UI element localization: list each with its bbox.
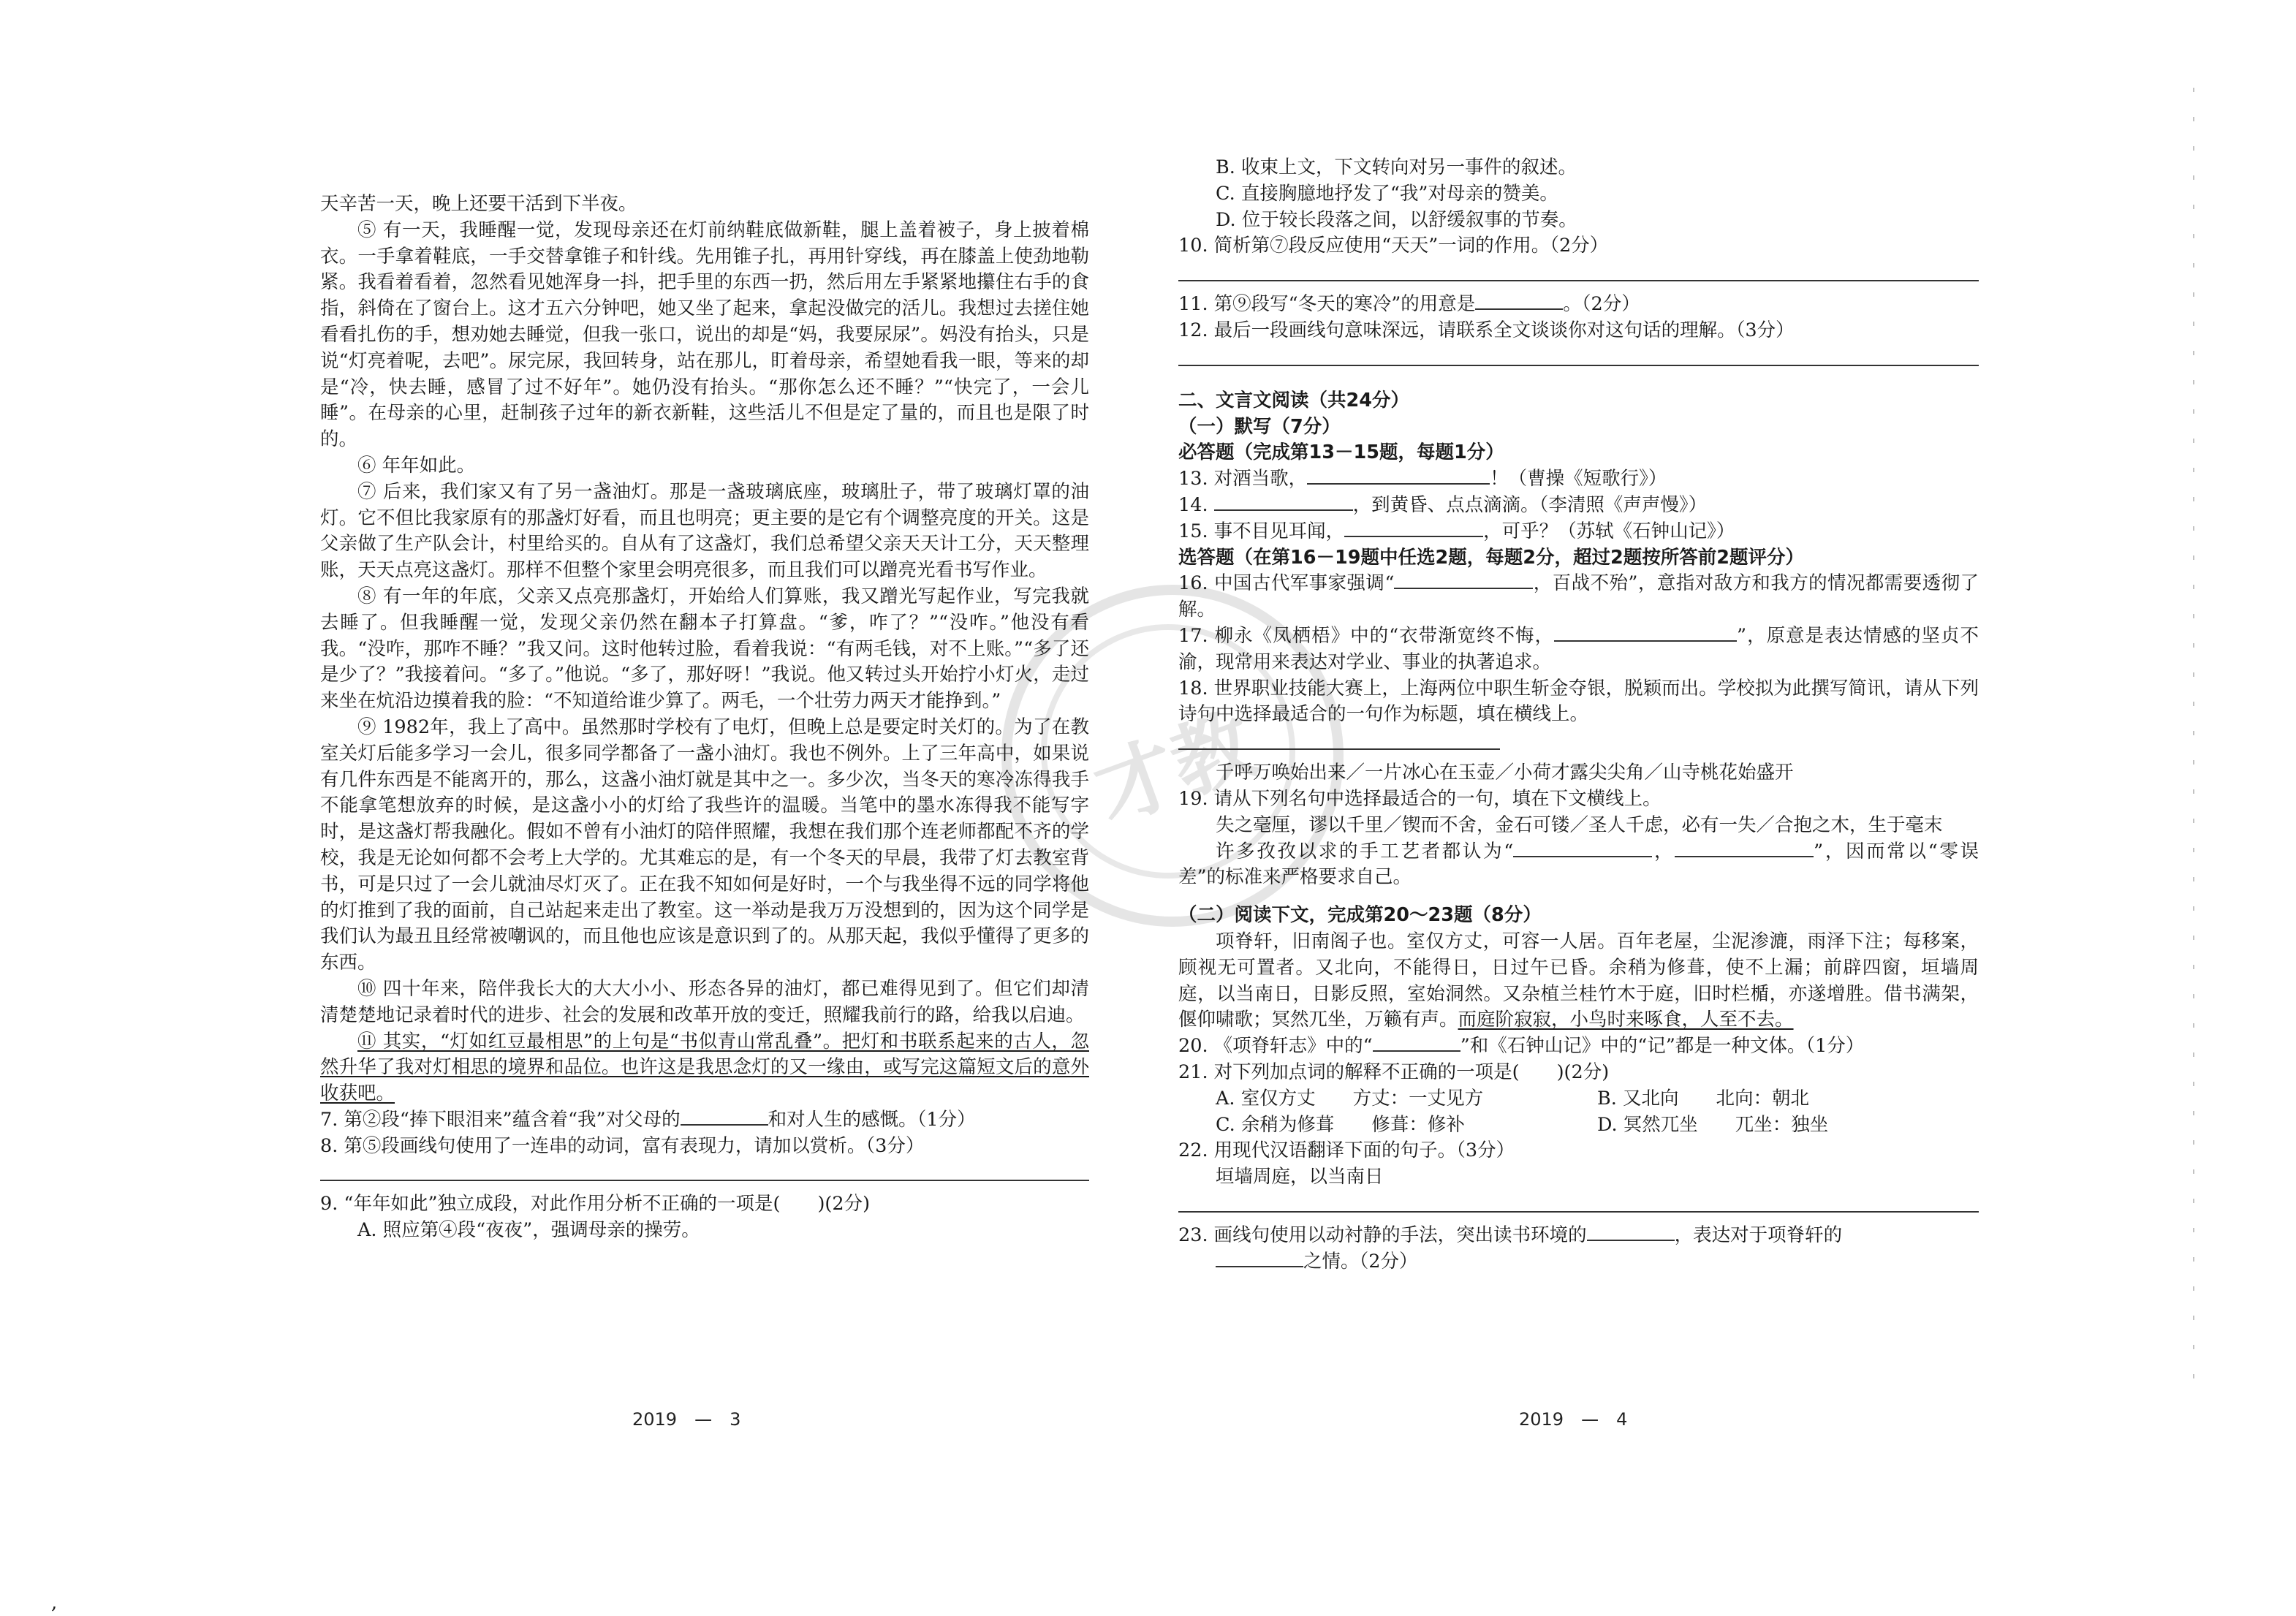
- paragraph-5: ⑤ 有一天，我睡醒一觉，发现母亲还在灯前纳鞋底做新鞋，腿上盖着被子，身上披着棉衣。一手拿着鞋底，一手交替拿锥子和针线。先用锥子扎，再用针穿线，再在膝盖上使劲地勒紧。我看着看着，忽然看见她浑身一抖，把手里的东西一扔，然后用左手紧紧地攥住右手的食指，斜倚在了窗台上。这才五六分钟吧，她又坐了起来，拿起没做完的活儿。我想过去搓住她看看扎伤的手，想劝她去睡觉，但我一张口，说出的却是“妈，我要尿尿”。妈没有抬头，只是说“灯亮着呢，去吧”。尿完尿，我回转身，站在那儿，盯着母亲，希望她看我一眼，等来的却是“冷，快去睡，感冒了过不好年”。她仍没有抬头。“那你怎么还不睡？”“快完了，一会儿睡”。在母亲的心里，赶制孩子过年的新衣新鞋，这些活儿不但是定了量的，而且也是限了时的。: [320, 219, 1089, 451]
- question-9: 9. “年年如此”独立成段，对此作用分析不正确的一项是( )(2分): [320, 1193, 871, 1215]
- question-9-option-b: B. 收束上文，下文转向对另一事件的叙述。: [1216, 156, 1577, 178]
- option-c: C. 余稍为修葺 修葺：修补: [1216, 1113, 1465, 1136]
- question-9-option-c: C. 直接胸臆地抒发了“我”对母亲的赞美。: [1216, 182, 1558, 205]
- subsection-1-title: （一）默写（7分）: [1178, 415, 1341, 438]
- question-10: 10. 简析第⑦段反应使用“天天”一词的作用。（2分）: [1178, 235, 1609, 257]
- question-19-sentence: 许多孜孜以求的手工艺者都认为“ ， ”，因而常以“零误差”的标准来严格要求自己。: [1178, 840, 1979, 889]
- answer-line-10[interactable]: [1178, 261, 1979, 281]
- question-23-cont: 之情。（2分）: [1178, 1249, 1979, 1275]
- question-11-tail: 。（2分）: [1563, 293, 1640, 316]
- answer-blank-11[interactable]: [1475, 292, 1563, 310]
- question-7-tail: 和对人生的感慨。（1分）: [768, 1108, 976, 1131]
- answer-line-18[interactable]: [1178, 729, 1500, 750]
- question-17: 17. 柳永《凤栖梧》中的“衣带渐宽终不悔， ”，原意是表达情感的坚贞不渝，现常用来表达对学业、事业的执著追求。: [1178, 624, 1979, 673]
- answer-line-22[interactable]: [1178, 1192, 1979, 1213]
- question-19: 19. 请从下列名句中选择最适合的一句，填在下文横线上。: [1178, 787, 1662, 810]
- question-9-option-a: A. 照应第④段“夜夜”，强调母亲的操劳。: [357, 1219, 700, 1242]
- question-14: 14. ，到黄昏、点点滴滴。（李清照《声声慢》）: [1178, 493, 1708, 516]
- option-b: B. 又北向 北向：朝北: [1597, 1087, 1809, 1109]
- question-22: 22. 用现代汉语翻译下面的句子。（3分）: [1178, 1139, 1515, 1162]
- answer-blank-17[interactable]: [1554, 624, 1737, 642]
- answer-blank-7[interactable]: [681, 1108, 768, 1126]
- answer-blank-23a[interactable]: [1587, 1224, 1675, 1241]
- question-15: 15. 事不目见耳闻， ，可乎？（苏轼《石钟山记》）: [1178, 520, 1735, 542]
- paragraph-11: ⑪ 其实，“灯如红豆最相思”的上句是“书似青山常乱叠”。把灯和书联系起来的古人，忽然升华了我对灯相思的境界和品位。也许这是我思念灯的又一缘由，或写完这篇短文后的意外收获吧。: [320, 1030, 1089, 1105]
- paragraph-10: ⑩ 四十年来，陪伴我长大的大大小小、形态各异的油灯，都已难得见到了。但它们却清清楚楚地记录着时代的进步、社会的发展和改革开放的变迁，照耀我前行的路，给我以启迪。: [320, 977, 1089, 1026]
- question-9-option-d: D. 位于较长段落之间，以舒缓叙事的节奏。: [1216, 208, 1577, 231]
- answer-blank-19a[interactable]: [1513, 840, 1652, 857]
- answer-line-12[interactable]: [1178, 346, 1979, 366]
- question-18-choices: 千呼万唤始出来／一片冰心在玉壶／小荷才露尖尖角／山寺桃花始盛开: [1216, 762, 1794, 784]
- page-number-right: 2019 — 4: [1519, 1409, 1628, 1430]
- question-21: 21. 对下列加点词的解释不正确的一项是( )(2分): [1178, 1061, 1610, 1083]
- paragraph-6: ⑥ 年年如此。: [357, 454, 476, 477]
- answer-blank-14[interactable]: [1214, 493, 1353, 511]
- section-2-title: 二、文言文阅读（共24分）: [1178, 389, 1409, 411]
- question-22-sentence: 垣墙周庭，以当南日: [1216, 1166, 1384, 1188]
- question-20: 20. 《项脊轩志》中的“ ”和《石钟山记》中的“记”都是一种文体。（1分）: [1178, 1035, 1865, 1058]
- comma-mark: ,: [51, 1592, 58, 1614]
- question-7: [320, 1107, 1089, 1134]
- answer-line-8[interactable]: [320, 1161, 1089, 1181]
- optional-questions-heading: 选答题（在第16－19题中任选2题，每题2分，超过2题按所答前2题评分）: [1178, 546, 1804, 569]
- question-19-choices: 失之毫厘，谬以千里／锲而不舍，金石可镂／圣人千虑，必有一失／合抱之木，生于毫末: [1216, 813, 1943, 836]
- question-12: 12. 最后一段画线句意味深远，请联系全文谈谈你对这句话的理解。（3分）: [1178, 319, 1795, 341]
- answer-blank-16[interactable]: [1394, 572, 1533, 589]
- underlined-sentence: 而庭阶寂寂，小鸟时来啄食，人至不去。: [1458, 1009, 1794, 1031]
- paragraph-4-end: 天辛苦一天，晚上还要干活到下半夜。: [320, 193, 637, 215]
- subsection-2-title: （二）阅读下文，完成第20～23题（8分）: [1178, 904, 1542, 927]
- answer-blank-13[interactable]: [1307, 467, 1490, 485]
- question-13: 13. 对酒当歌， ！（曹操《短歌行》）: [1178, 468, 1667, 490]
- paragraph-9: ⑨ 1982年，我上了高中。虽然那时学校有了电灯，但晚上总是要定时关灯的。为了在教室关灯后能多学习一会儿，很多同学都备了一盏小油灯。我也不例外。上了三年高中，如果说有几件东西是不能离开的，那么，这盏小油灯就是其中之一。多少次，当冬天的寒冷冻得我手不能拿笔想放弃的时候，是这盏小小的灯给了我些许的温暖。当笔中的墨水冻得我不能写字时，是这盏灯帮我融化。假如不曾有小油灯的陪伴照耀，我想在我们那个连老师都配不齐的学校，我是无论如何都不会考上大学的。尤其难忘的是，有一个冬天的早晨，我带了灯去教室背书，可是只过了一会儿就油尽灯灭了。正在我不知如何是好时，一个与我坐得不远的同学将他的灯推到了我的面前，自己站起来走出了教室。这一举动是我万万没想到的，因为这个同学是我们认为最丑且经常被嘲讽的，而且他也应该是意识到了的。从那天起，我似乎懂得了更多的东西。: [320, 716, 1089, 974]
- paragraph-8: ⑧ 有一年的年底，父亲又点亮那盏灯，开始给人们算账，我又蹭光写起作业，写完我就去睡了。但我睡醒一觉，发现父亲仍然在翻本子打算盘。“爹，咋了？”“没咋。”他没有看我。“没咋，那咋不睡？”我又问。这时他转过脸，看着我说：“有两毛钱，对不上账。”“多了还是少了？”我接着问。“多了。”他说。“多了，那好呀！”我说。他又转过头开始拧小灯火，走过来坐在炕沿边摸着我的脸：“不知道给谁少算了。两毛，一个壮劳力两天才能挣到。”: [320, 585, 1089, 713]
- answer-blank-20[interactable]: [1373, 1034, 1460, 1052]
- classical-passage: 项脊轩，旧南阁子也。室仅方丈，可容一人居。百年老屋，尘泥渗漉，雨泽下注；每移案，顾视无可置者。又北向，不能得日，日过午已昏。余稍为修葺，使不上漏；前辟四窗，垣墙周庭，以当南日，日影反照，室始洞然。又杂植兰桂竹木于庭，旧时栏楯，亦遂增胜。借书满架，偃仰啸歌；冥然兀坐，万籁有声。而庭阶寂寂，小鸟时来啄食，人至不去。: [1178, 930, 1979, 1031]
- option-d: D. 冥然兀坐 兀坐：独坐: [1597, 1113, 1829, 1136]
- question-16: 16. 中国古代军事家强调“ ，百战不殆”，意指对敌方和我方的情况都需要透彻了解。: [1178, 572, 1979, 621]
- watermark-seal: 才教: [1001, 585, 1344, 927]
- answer-blank-15[interactable]: [1344, 520, 1483, 537]
- question-21-options: [1178, 1086, 1979, 1139]
- answer-blank-23b[interactable]: [1216, 1250, 1303, 1267]
- question-23: 23. 画线句使用以动衬静的手法，突出读书环境的 ，表达对于项脊轩的: [1178, 1224, 1843, 1246]
- required-questions-heading: 必答题（完成第13－15题，每题1分）: [1178, 441, 1504, 464]
- option-a: A. 室仅方丈 方丈：一丈见方: [1216, 1087, 1484, 1109]
- answer-blank-19b[interactable]: [1675, 840, 1814, 857]
- left-page: [320, 191, 1089, 1244]
- right-page: [1178, 155, 1979, 1275]
- question-7-text: 7. 第②段“捧下眼泪来”蕴含着“我”对父母的: [320, 1108, 681, 1131]
- question-18: 18. 世界职业技能大赛上，上海两位中职生斩金夺银，脱颖而出。学校拟为此撰写简讯，请从下列诗句中选择最适合的一句作为标题，填在横线上。: [1178, 677, 1979, 726]
- paragraph-7: ⑦ 后来，我们家又有了另一盏油灯。那是一盏玻璃底座，玻璃肚子，带了玻璃灯罩的油灯。它不但比我家原有的那盏灯好看，而且也明亮；更主要的是它有个调整亮度的开关。这是父亲做了生产队会计，村里给买的。自从有了这盏灯，我们总希望父亲天天计工分，天天整理账，天天点亮这盏灯。那样不但整个家里会明亮很多，而且我们可以蹭亮光看书写作业。: [320, 480, 1089, 582]
- question-11: [1178, 292, 1979, 318]
- page-number-left: 2019 — 3: [632, 1409, 741, 1430]
- question-8: 8. 第⑤段画线句使用了一连串的动词，富有表现力，请加以赏析。（3分）: [320, 1134, 925, 1157]
- fold-line: [2193, 88, 2194, 1403]
- question-11-text: 11. 第⑨段写“冬天的寒冷”的用意是: [1178, 293, 1476, 316]
